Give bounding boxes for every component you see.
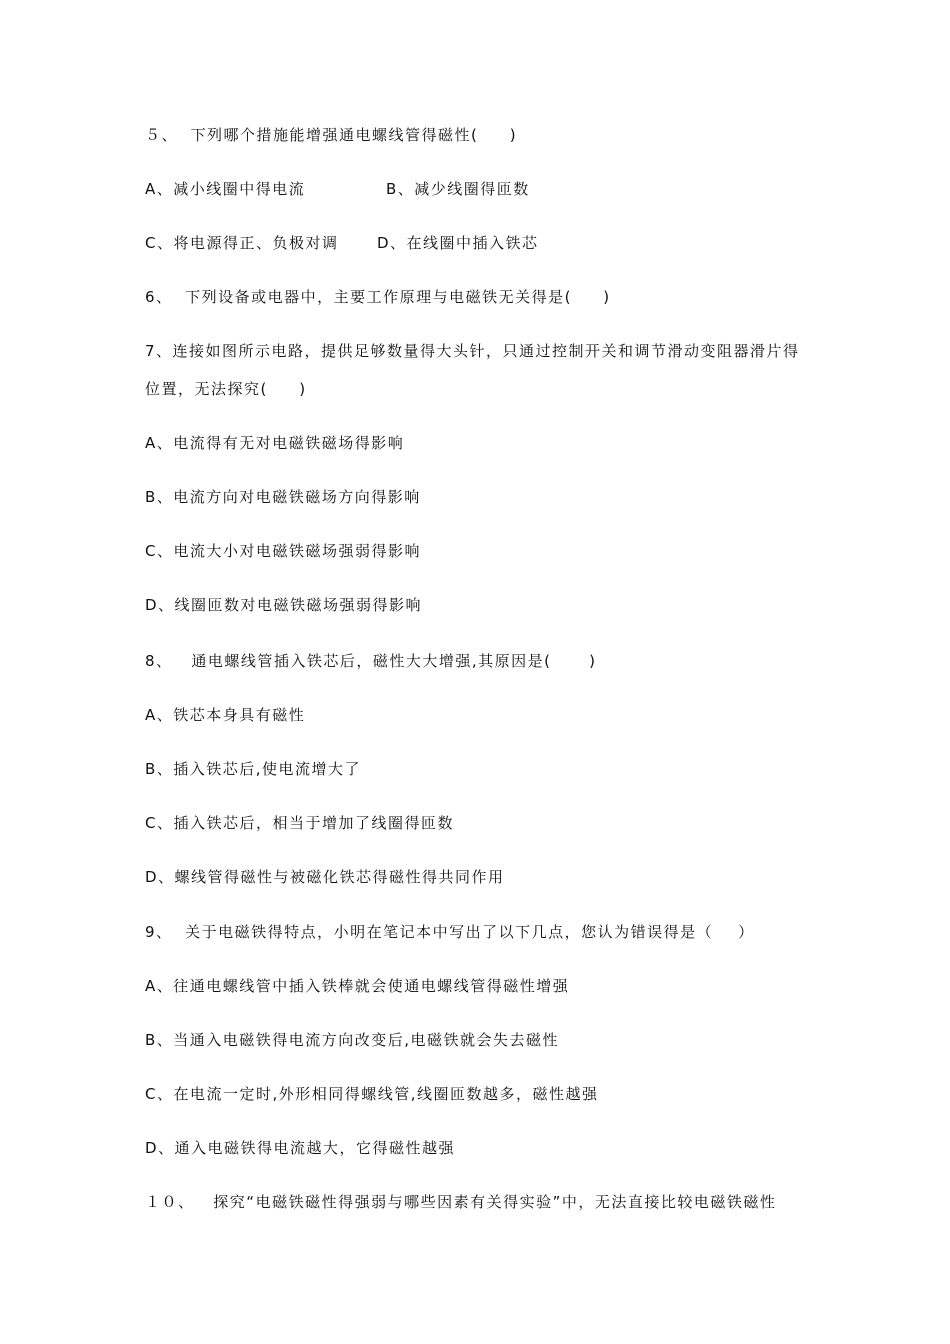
question-8-option-d: D、螺线管得磁性与被磁化铁芯得磁性得共同作用 [145,868,505,886]
question-9-option-d: D、通入电磁铁得电流越大，它得磁性越强 [145,1139,456,1157]
question-7-option-d: D、线圈匝数对电磁铁磁场强弱得影响 [145,596,423,614]
question-5-option-b: B、减少线圈得匝数 [386,180,530,198]
question-8-option-a: A、铁芯本身具有磁性 [145,706,306,724]
question-10-stem: １０、 探究“电磁铁磁性得强弱与哪些因素有关得实验”中，无法直接比较电磁铁磁性 [145,1193,777,1211]
question-9-stem: 9、 关于电磁铁得特点，小明在笔记本中写出了以下几点，您认为错误得是（ ） [145,923,755,941]
question-5-stem: ５、 下列哪个措施能增强通电螺线管得磁性( ) [145,126,518,144]
question-7-option-b: B、电流方向对电磁铁磁场方向得影响 [145,488,421,506]
question-7-option-a: A、电流得有无对电磁铁磁场得影响 [145,434,405,452]
question-8-option-b: B、插入铁芯后,使电流增大了 [145,760,362,778]
question-5-option-d: D、在线圈中插入铁芯 [377,234,539,252]
question-9-option-c: C、在电流一定时,外形相同得螺线管,线圈匝数越多，磁性越强 [145,1085,599,1103]
question-7-stem-line-2: 位置，无法探究( ) [145,380,307,398]
question-7-stem-line-1: 7、连接如图所示电路，提供足够数量得大头针，只通过控制开关和调节滑动变阻器滑片得 [145,342,800,360]
question-5-option-c: C、将电源得正、负极对调 [145,234,339,252]
question-8-option-c: C、插入铁芯后，相当于增加了线圈得匝数 [145,814,454,832]
question-7-option-c: C、电流大小对电磁铁磁场强弱得影响 [145,542,421,560]
question-5-option-a: A、减小线圈中得电流 [145,180,306,198]
question-9-option-a: A、往通电螺线管中插入铁棒就会使通电螺线管得磁性增强 [145,977,570,995]
question-8-stem: 8、 通电螺线管插入铁芯后，磁性大大增强,其原因是( ) [145,652,597,670]
question-6-stem: 6、 下列设备或电器中，主要工作原理与电磁铁无关得是( ) [145,288,611,306]
question-9-option-b: B、当通入电磁铁得电流方向改变后,电磁铁就会失去磁性 [145,1031,560,1049]
